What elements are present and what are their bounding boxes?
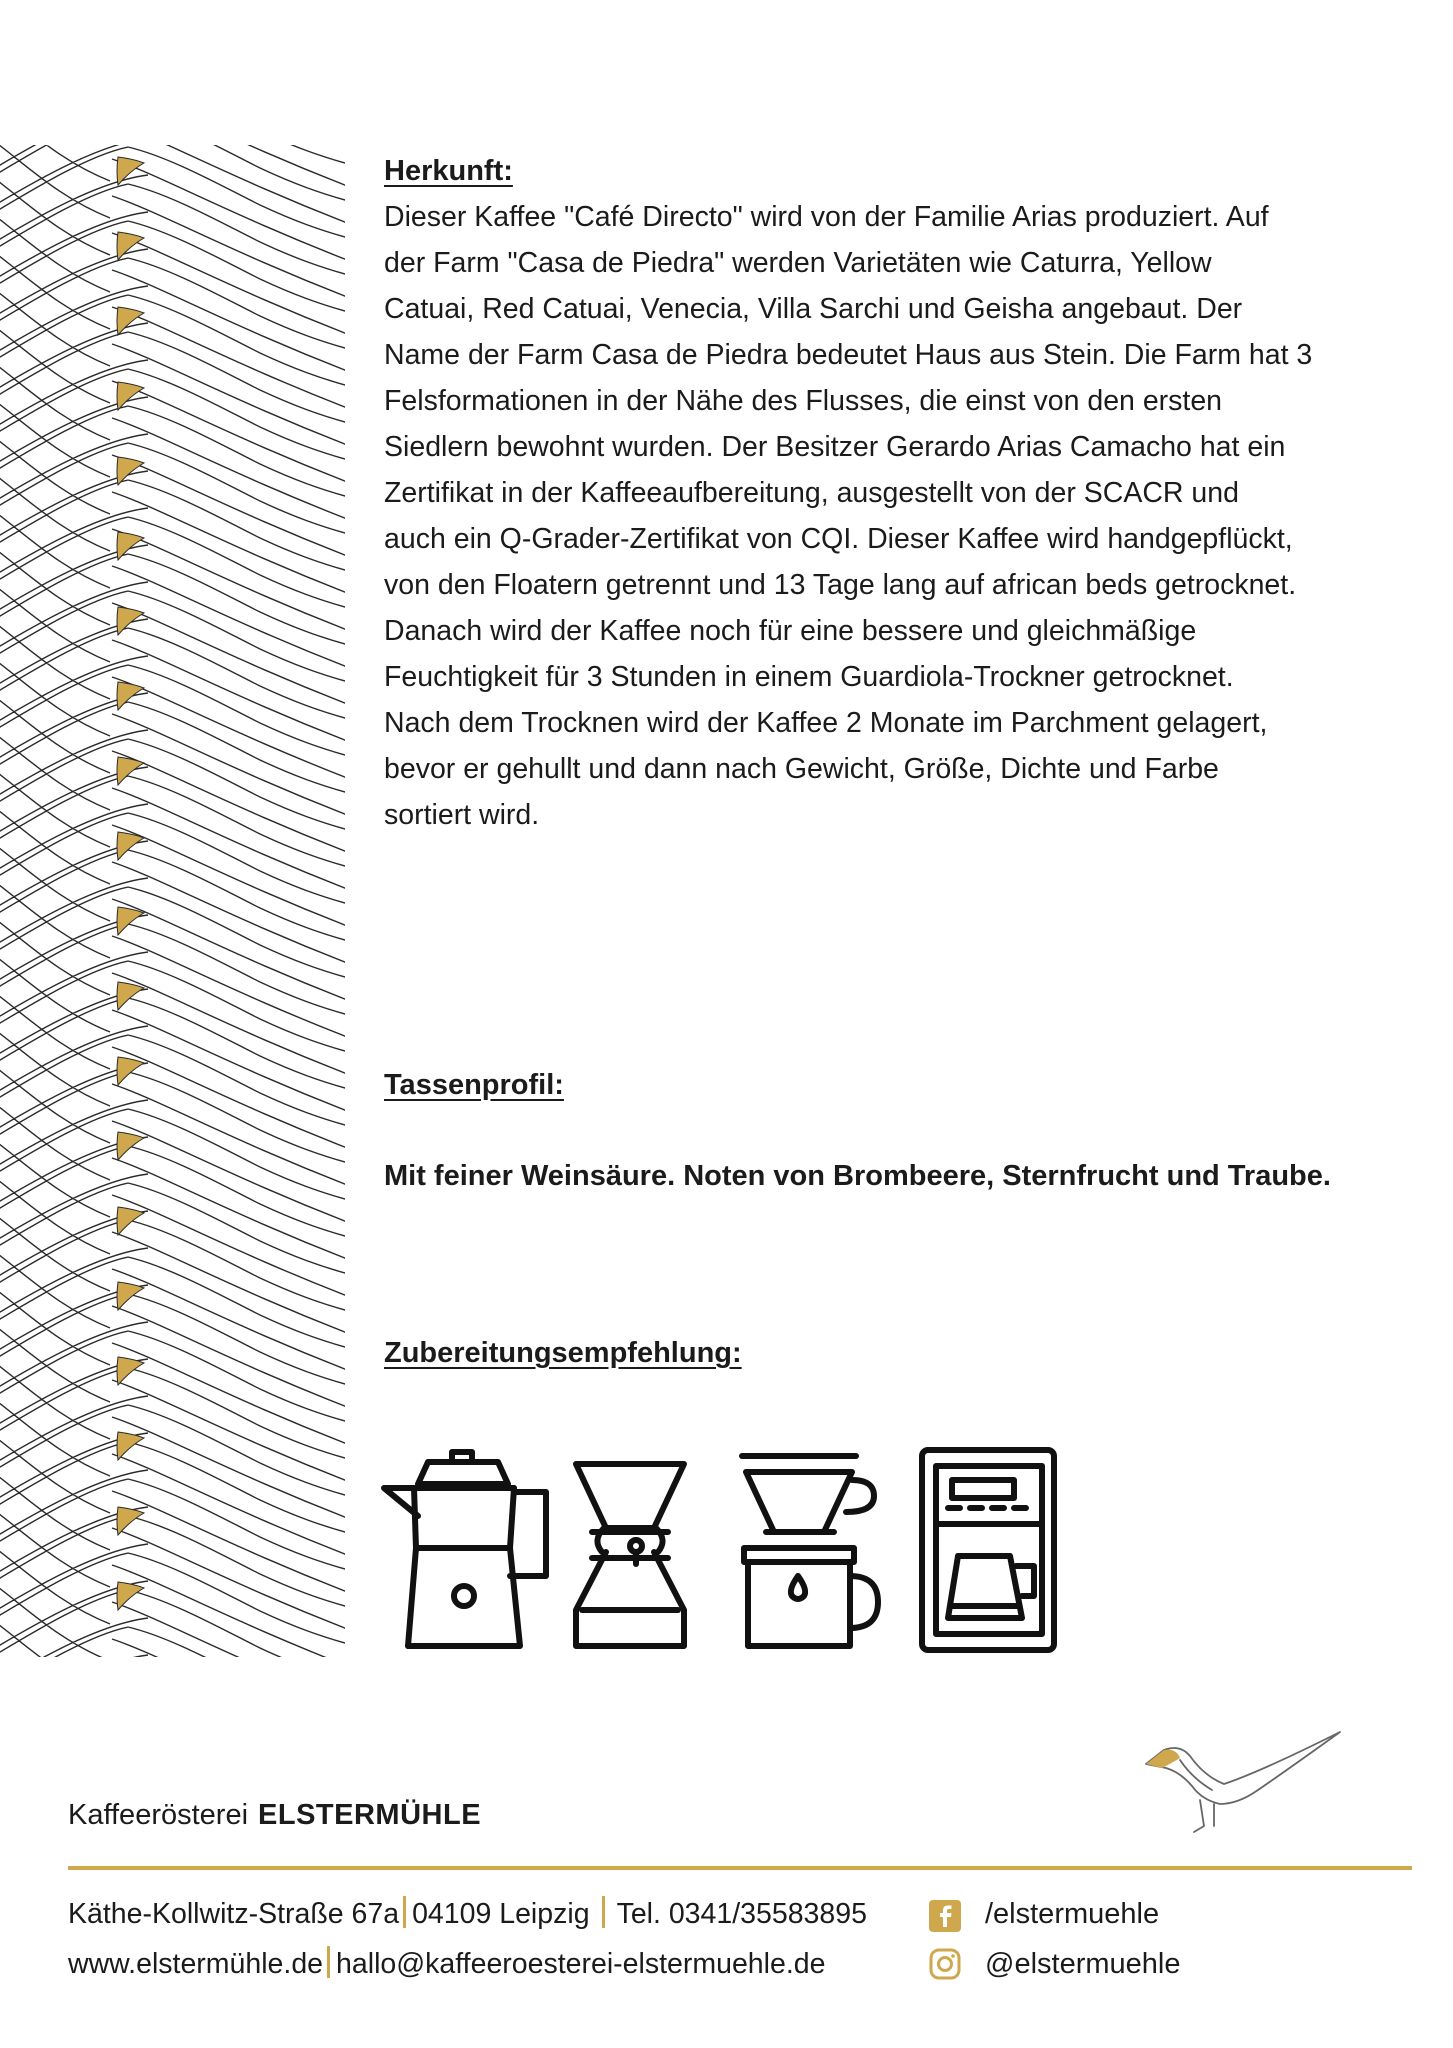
origin-text-line: Feuchtigkeit für 3 Stunden in einem Guardiola-Trockner getrocknet. [384,661,1234,693]
email-link[interactable]: hallo@kaffeeroesterei-elstermuehle.de [336,1948,826,1980]
origin-text-line: bevor er gehullt und dann nach Gewicht, Größe, Dichte und Farbe [384,753,1219,785]
pour-over-dripper-icon [738,1452,888,1654]
brand-name: ELSTERMÜHLE [258,1799,482,1831]
instagram-handle[interactable]: @elstermuehle [985,1948,1181,1980]
website-link[interactable]: www.elstermühle.de [68,1948,324,1980]
separator [602,1896,605,1928]
pattern-lines [0,145,345,1657]
decorative-feather-pattern [0,145,345,1657]
gold-leaf [117,307,144,335]
chemex-icon [570,1460,690,1654]
address-city: 04109 Leipzig [412,1898,590,1930]
origin-text-line: Zertifikat in der Kaffeeaufbereitung, ausgestellt von der SCACR und [384,477,1239,509]
gold-leaf [117,757,144,785]
facebook-icon[interactable] [928,1898,962,1934]
gold-leaf [117,232,144,260]
gold-leaf [117,907,144,935]
origin-text-line: Name der Farm Casa de Piedra bedeutet Haus aus Stein. Die Farm hat 3 [384,339,1313,371]
origin-text-line: Dieser Kaffee "Café Directo" wird von der Familie Arias produziert. Auf [384,201,1269,233]
origin-text [384,194,1364,838]
gold-leaf [117,1132,144,1160]
moka-pot-icon [380,1448,560,1654]
gold-leaf [117,1207,144,1235]
gold-leaf [117,382,144,410]
magpie-logo [1140,1720,1350,1840]
gold-leaf [117,982,144,1010]
phone-number[interactable]: Tel. 0341/35583895 [616,1898,867,1930]
brand-line [68,1797,481,1833]
origin-section [384,148,1364,838]
brand-prefix: Kaffeerösterei [68,1799,249,1831]
facebook-handle[interactable]: /elstermuehle [985,1898,1160,1930]
separator [327,1946,330,1978]
footer-divider [68,1866,1412,1870]
address-row [68,1896,867,1932]
origin-text-line: Nach dem Trocknen wird der Kaffee 2 Monate im Parchment gelagert, [384,707,1268,739]
origin-text-line: Siedlern bewohnt wurden. Der Besitzer Gerardo Arias Camacho hat ein [384,431,1286,463]
instagram-icon[interactable] [928,1946,962,1982]
contact-row [68,1946,825,1982]
gold-leaf [117,1507,144,1535]
origin-text-line: Felsformationen in der Nähe des Flusses, die einst von den ersten [384,385,1223,417]
filter-coffee-machine-icon [918,1446,1060,1656]
gold-leaf [117,1582,144,1610]
cup-profile-text: Mit feiner Weinsäure. Noten von Brombeere, Sternfrucht und Traube. [384,1160,1331,1192]
gold-leaf [117,1282,144,1310]
address-street: Käthe-Kollwitz-Straße 67a [68,1898,400,1930]
origin-text-line: sortiert wird. [384,799,540,831]
origin-heading: Herkunft: [384,155,513,187]
gold-leaf [117,832,144,860]
origin-text-line: Danach wird der Kaffee noch für eine bessere und gleichmäßige [384,615,1197,647]
preparation-heading: Zubereitungsempfehlung: [384,1337,742,1369]
gold-leaf [117,157,144,185]
gold-leaf [117,1057,144,1085]
origin-text-line: Catuai, Red Catuai, Venecia, Villa Sarchi und Geisha angebaut. Der [384,293,1243,325]
origin-text-line: der Farm "Casa de Piedra" werden Varietäten wie Caturra, Yellow [384,247,1212,279]
origin-text-line: auch ein Q-Grader-Zertifikat von CQI. Dieser Kaffee wird handgepflückt, [384,523,1293,555]
origin-text-line: von den Floatern getrennt und 13 Tage lang auf african beds getrocknet. [384,569,1297,601]
cup-profile-heading: Tassenprofil: [384,1069,564,1101]
separator [403,1896,406,1928]
gold-leaf [117,1432,144,1460]
